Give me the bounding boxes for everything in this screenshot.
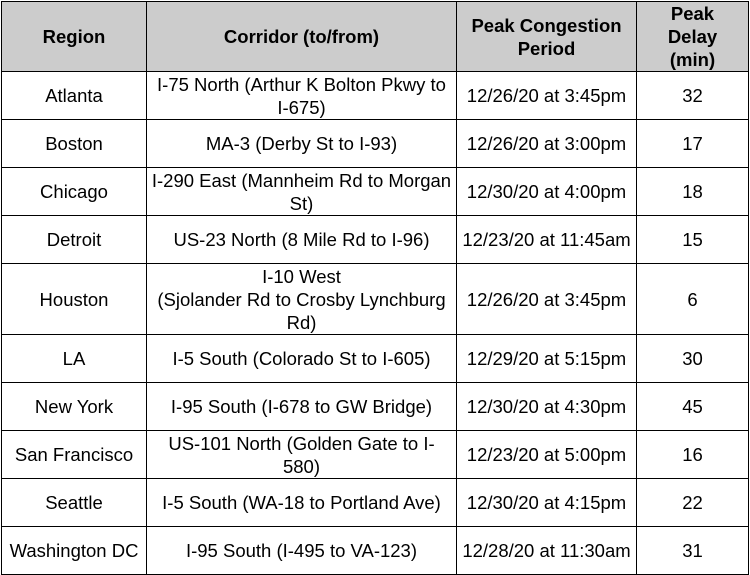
- cell-peak-delay: 18: [637, 168, 749, 216]
- cell-peak-delay: 31: [637, 527, 749, 575]
- table-row: [2, 431, 749, 479]
- cell-peak-delay: 45: [637, 383, 749, 431]
- cell-peak-delay: 15: [637, 216, 749, 264]
- table-row: [2, 120, 749, 168]
- cell-region: LA: [2, 335, 147, 383]
- cell-region: New York: [2, 383, 147, 431]
- table-row: [2, 168, 749, 216]
- cell-corridor: US-23 North (8 Mile Rd to I-96): [147, 216, 457, 264]
- cell-peak-period: 12/30/20 at 4:00pm: [457, 168, 637, 216]
- cell-corridor: I-10 West (Sjolander Rd to Crosby Lynchburg Rd): [147, 264, 457, 335]
- cell-peak-delay: 6: [637, 264, 749, 335]
- column-header-region: Region: [2, 2, 147, 72]
- column-header-peak-period: Peak Congestion Period: [457, 2, 637, 72]
- cell-region: Washington DC: [2, 527, 147, 575]
- cell-region: San Francisco: [2, 431, 147, 479]
- congestion-table: [1, 1, 749, 575]
- table-row: [2, 72, 749, 120]
- cell-peak-period: 12/30/20 at 4:15pm: [457, 479, 637, 527]
- cell-corridor: US-101 North (Golden Gate to I-580): [147, 431, 457, 479]
- cell-region: Atlanta: [2, 72, 147, 120]
- cell-corridor: I-290 East (Mannheim Rd to Morgan St): [147, 168, 457, 216]
- table-row: [2, 383, 749, 431]
- cell-peak-period: 12/23/20 at 5:00pm: [457, 431, 637, 479]
- cell-corridor: I-5 South (WA-18 to Portland Ave): [147, 479, 457, 527]
- cell-peak-delay: 16: [637, 431, 749, 479]
- cell-peak-period: 12/30/20 at 4:30pm: [457, 383, 637, 431]
- cell-corridor: MA-3 (Derby St to I-93): [147, 120, 457, 168]
- cell-region: Chicago: [2, 168, 147, 216]
- cell-corridor: I-95 South (I-678 to GW Bridge): [147, 383, 457, 431]
- cell-region: Houston: [2, 264, 147, 335]
- cell-peak-delay: 17: [637, 120, 749, 168]
- table-row: [2, 527, 749, 575]
- cell-peak-delay: 30: [637, 335, 749, 383]
- table-row: [2, 264, 749, 335]
- cell-peak-period: 12/28/20 at 11:30am: [457, 527, 637, 575]
- cell-peak-period: 12/26/20 at 3:00pm: [457, 120, 637, 168]
- table-body: [2, 72, 749, 575]
- table-row: [2, 216, 749, 264]
- table-header-row: [2, 2, 749, 72]
- cell-corridor: I-75 North (Arthur K Bolton Pkwy to I-675): [147, 72, 457, 120]
- table-row: [2, 479, 749, 527]
- table-row: [2, 335, 749, 383]
- cell-peak-period: 12/29/20 at 5:15pm: [457, 335, 637, 383]
- column-header-corridor: Corridor (to/from): [147, 2, 457, 72]
- cell-peak-period: 12/26/20 at 3:45pm: [457, 72, 637, 120]
- cell-region: Boston: [2, 120, 147, 168]
- cell-region: Seattle: [2, 479, 147, 527]
- cell-region: Detroit: [2, 216, 147, 264]
- cell-peak-period: 12/23/20 at 11:45am: [457, 216, 637, 264]
- cell-peak-delay: 22: [637, 479, 749, 527]
- cell-corridor: I-95 South (I-495 to VA-123): [147, 527, 457, 575]
- cell-peak-period: 12/26/20 at 3:45pm: [457, 264, 637, 335]
- column-header-peak-delay: Peak Delay (min): [637, 2, 749, 72]
- cell-corridor: I-5 South (Colorado St to I-605): [147, 335, 457, 383]
- cell-peak-delay: 32: [637, 72, 749, 120]
